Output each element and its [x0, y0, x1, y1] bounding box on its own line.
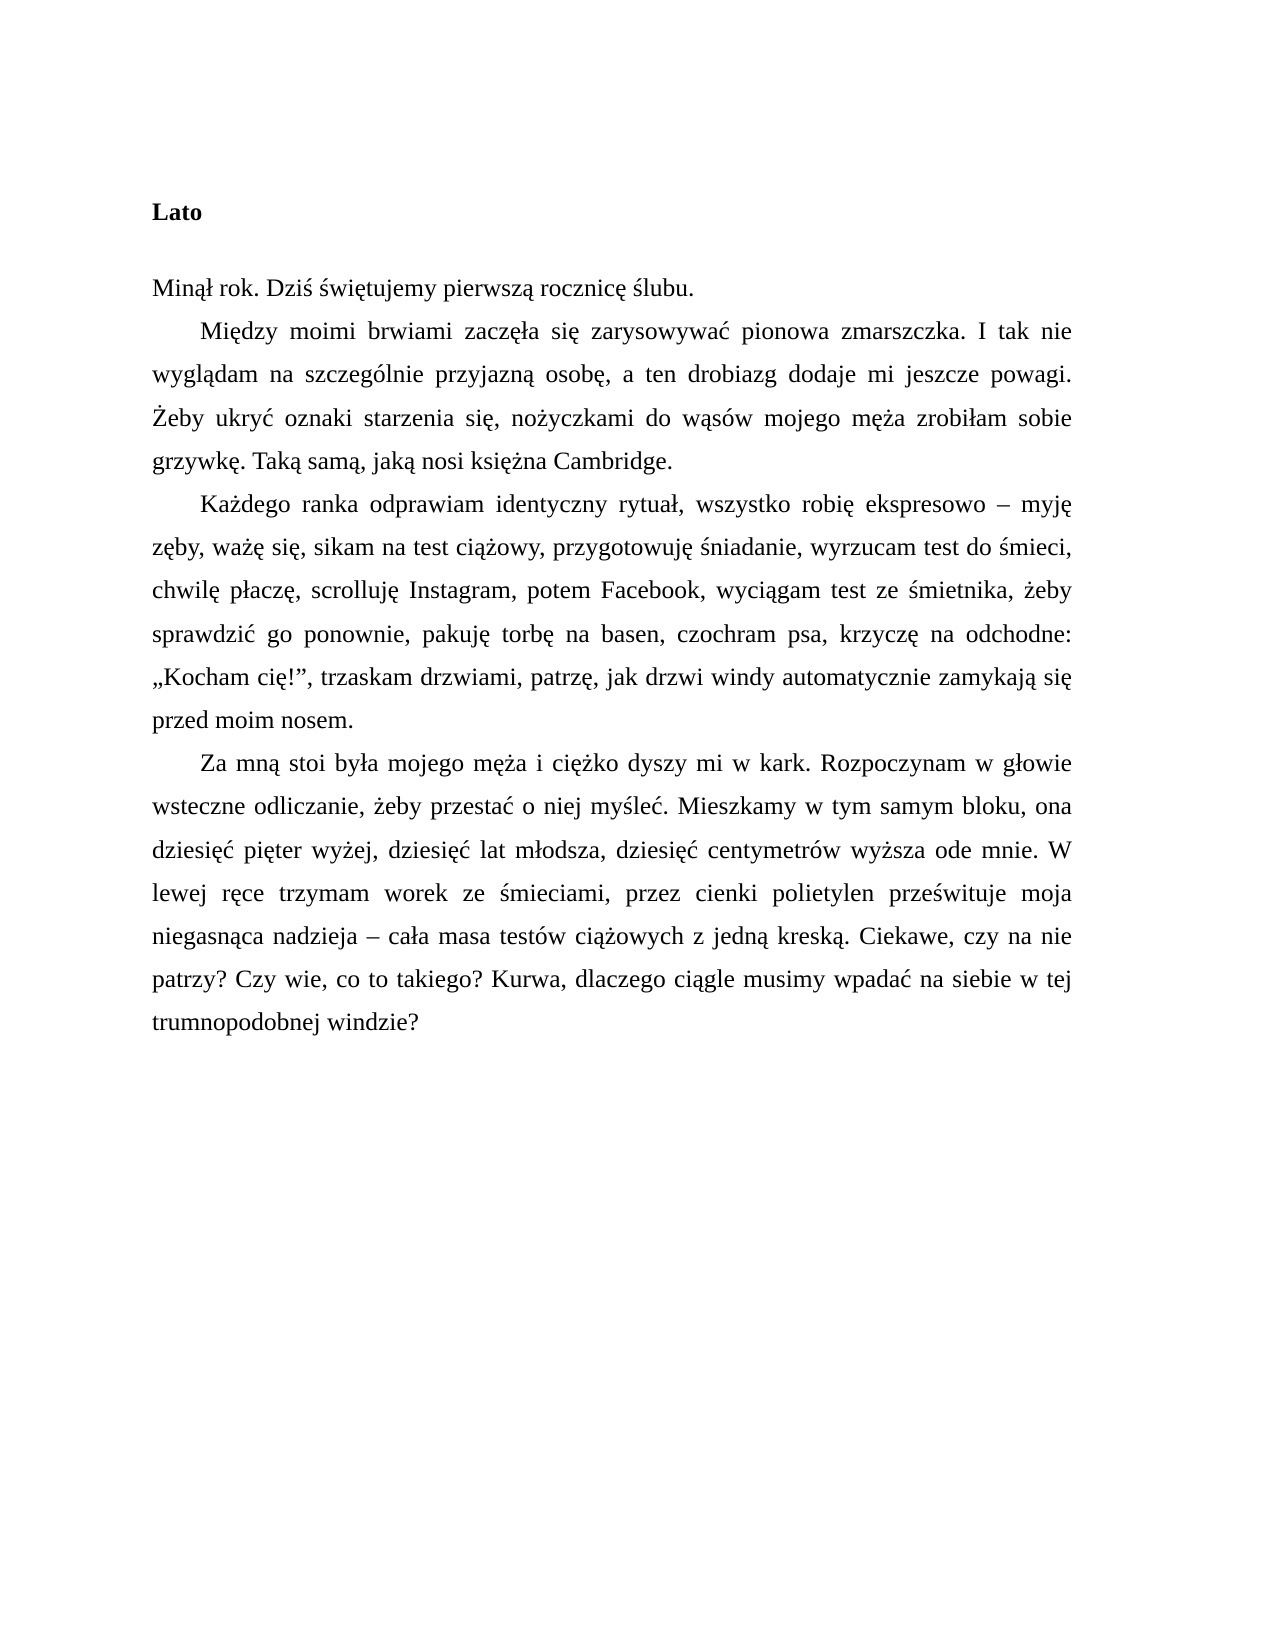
body-paragraph: Między moimi brwiami zaczęła się zarysowywać pionowa zmarszczka. I tak nie wyglądam na szczególnie przyjazną osobę, a ten drobiazg dodaje mi jeszcze powagi. Żeby ukryć oznaki starzenia się, nożyczkami do wąsów mojego męża zrobiłam sobie grzywkę. Taką samą, jaką nosi księżna Cambridge. [152, 316, 1072, 475]
text-column [152, 196, 1072, 1044]
body-paragraph: Każdego ranka odprawiam identyczny rytuał, wszystko robię ekspresowo – myję zęby, ważę się, sikam na test ciążowy, przygotowuję śniadanie, wyrzucam test do śmieci, chwilę płaczę, scrolluję Instagram, potem Facebook, wyciągam test ze śmietnika, żeby sprawdzić go ponownie, pakuję torbę na basen, czochram psa, krzyczę na odchodne: „Kocham cię!”, trzaskam drzwiami, patrzę, jak drzwi windy automatycznie zamykają się przed moim nosem. [152, 489, 1072, 735]
chapter-title: Lato [152, 199, 203, 226]
body-paragraph: Minął rok. Dziś świętujemy pierwszą rocznicę ślubu. [152, 273, 695, 302]
body-paragraph: Za mną stoi była mojego męża i ciężko dyszy mi w kark. Rozpoczynam w głowie wsteczne odliczanie, żeby przestać o niej myśleć. Mieszkamy w tym samym bloku, ona dziesięć pięter wyżej, dziesięć lat młodsza, dziesięć centymetrów wyższa ode mnie. W lewej ręce trzymam worek ze śmieciami, przez cienki polietylen prześwituje moja niegasnąca nadzieja – cała masa testów ciążowych z jedną kreską. Ciekawe, czy na nie patrzy? Czy wie, co to takiego? Kurwa, dlaczego ciągle musimy wpadać na siebie w tej trumnopodobnej windzie? [152, 748, 1072, 1037]
